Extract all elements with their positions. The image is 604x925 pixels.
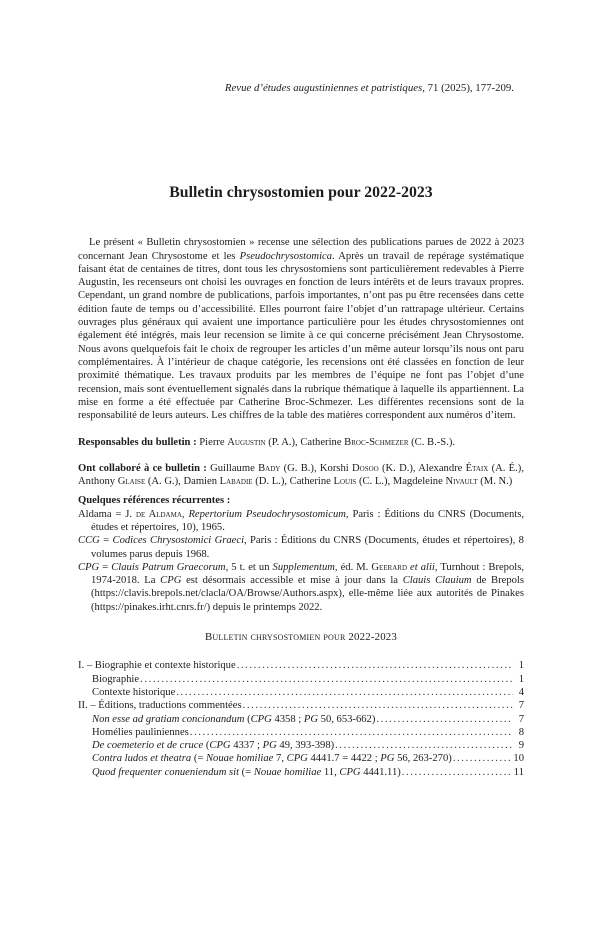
toc-entry (78, 686, 524, 699)
toc-entry-label: II. – Éditions, traductions commentées (78, 700, 242, 712)
toc-page-number: 4 (518, 686, 524, 698)
reference-item: CPG = Clauis Patrum Graecorum, 5 t. et un Supplementum, éd. M. Geerard et alii, Turnhout : Brepols, 1974-2018. La CPG est désormais accessible et mise à jour dans la Clauis Clauium de Brepols (https://clavis.brepols.net/clacla/OA/Browse/Authors.aspx), elle-même liée aux autorités de Pinakes (https://pinakes.irht.cnrs.fr/) depuis le printemps 2022. (78, 561, 524, 613)
toc-entry-label: I. – Biographie et contexte historique (78, 660, 236, 672)
toc-dot-leader (190, 726, 513, 739)
toc-page-number: 8 (518, 726, 524, 738)
toc-entry-label: Contexte historique (92, 686, 176, 698)
collaborators-line: Ont collaboré à ce bulletin : Guillaume Bady (G. B.), Korshi Dosoo (K. D.), Alexandre Étaix (A. É.), Anthony Glaise (A. G.), Damien Labadie (D. L.), Catherine Louis (C. L.), Magdeleine Nivault (M. N.) (78, 462, 524, 488)
toc-dot-leader (243, 699, 513, 712)
reference-item: Aldama = J. de Aldama, Repertorium Pseudochrysostomicum, Paris : Éditions du CNRS (Documents, études et répertoires, 10), 1965. (78, 508, 524, 533)
toc-dot-leader (237, 659, 513, 672)
toc-entry (78, 726, 524, 739)
toc-heading: Bulletin chrysostomien pour 2022-2023 (204, 631, 397, 644)
reference-item: CCG = Codices Chrysostomici Graeci, Paris : Éditions du CNRS (Documents, études et répertoires), 8 volumes parus depuis 1968. (78, 535, 524, 560)
toc-dot-leader (453, 752, 513, 765)
toc-entry (78, 739, 524, 752)
toc-entry (78, 659, 524, 672)
intro-paragraph: Le présent « Bulletin chrysostomien » recense une sélection des publications parues de 2022 à 2023 concernant Jean Chrysostome et les Pseudochrysostomica. Après un travail de repérage systématique faisant état de centaines de titres, dont tous les chrysostomiens sont particulièrement redevables à Pierre Augustin, les recenseurs ont choisi les ouvrages en fonction de leurs intérêts et de leurs travaux propres. Cependant, un grand nombre de publications, parfois importantes, n’ont pas pu être recensées dans cette édition faute de temps ou d’accessibilité. Elles pourront faire l’objet d’un rattrapage ultérieur. Certains ouvrages plus généraux qui avaient une importance particulière pour les études chrysostomiennes ont également été intégrés, mais leur recension se limite à ce qui concerne précisément Jean Chrysostome. Nous avons quelquefois fait le choix de regrouper les articles d’un même auteur lorsqu’ils nous ont paru complémentaires. À l’intérieur de chaque catégorie, les recensions ont été classées en fonction de leur proximité thématique. Les travaux produits par les membres de l’équipe ne font pas l’objet d’une recension, mais sont éventuellement signalés dans la rubrique thématique à laquelle ils appartiennent. La mise en forme a été effectuée par Catherine Broc-Schmezer. Les différentes recensions sont de la responsabilité de leurs auteurs. Les chiffres de la table des matières correspondent aux numéros d’item. (78, 237, 524, 422)
responsables-line: Responsables du bulletin : Pierre Augustin (P. A.), Catherine Broc-Schmezer (C. B.-S.). (78, 437, 455, 449)
toc-entry-label: Contra ludos et theatra (= Nouae homiliae 7, CPG 4441.7 = 4422 ; PG 56, 263-270) (92, 753, 452, 765)
toc-page-number: 1 (518, 660, 524, 672)
toc-dot-leader (402, 766, 513, 779)
toc-page-number: 7 (518, 713, 524, 725)
article-title: Bulletin chrysostomien pour 2022-2023 (169, 184, 433, 202)
toc-dot-leader (176, 686, 513, 699)
toc-entry-label: Quod frequenter conueniendum sit (= Nouae homiliae 11, CPG 4441.11) (92, 766, 401, 778)
toc-page-number: 11 (513, 766, 524, 778)
toc-entry-label: Biographie (92, 673, 140, 685)
toc-entry (78, 752, 524, 765)
table-of-contents (78, 631, 524, 779)
toc-page-number: 1 (518, 673, 524, 685)
toc-entry-label: Non esse ad gratiam concionandum (CPG 4358 ; PG 50, 653-662) (92, 713, 376, 725)
toc-page-number: 9 (518, 740, 524, 752)
references-heading: Quelques références récurrentes : (78, 495, 231, 507)
journal-citation: Revue d’études augustiniennes et patristiques, 71 (2025), 177-209. (224, 82, 514, 94)
toc-entry-label: De coemeterio et de cruce (CPG 4337 ; PG 49, 393-398) (92, 740, 335, 752)
toc-entry (78, 766, 524, 779)
toc-dot-leader (376, 713, 513, 726)
toc-dot-leader (335, 739, 513, 752)
toc-page-number: 10 (513, 753, 524, 765)
toc-entry (78, 699, 524, 712)
toc-entry (78, 713, 524, 726)
toc-dot-leader (140, 673, 513, 686)
recurring-references-section (78, 494, 524, 614)
toc-page-number: 7 (518, 700, 524, 712)
toc-entry-label: Homélies pauliniennes (92, 726, 189, 738)
toc-entry (78, 673, 524, 686)
